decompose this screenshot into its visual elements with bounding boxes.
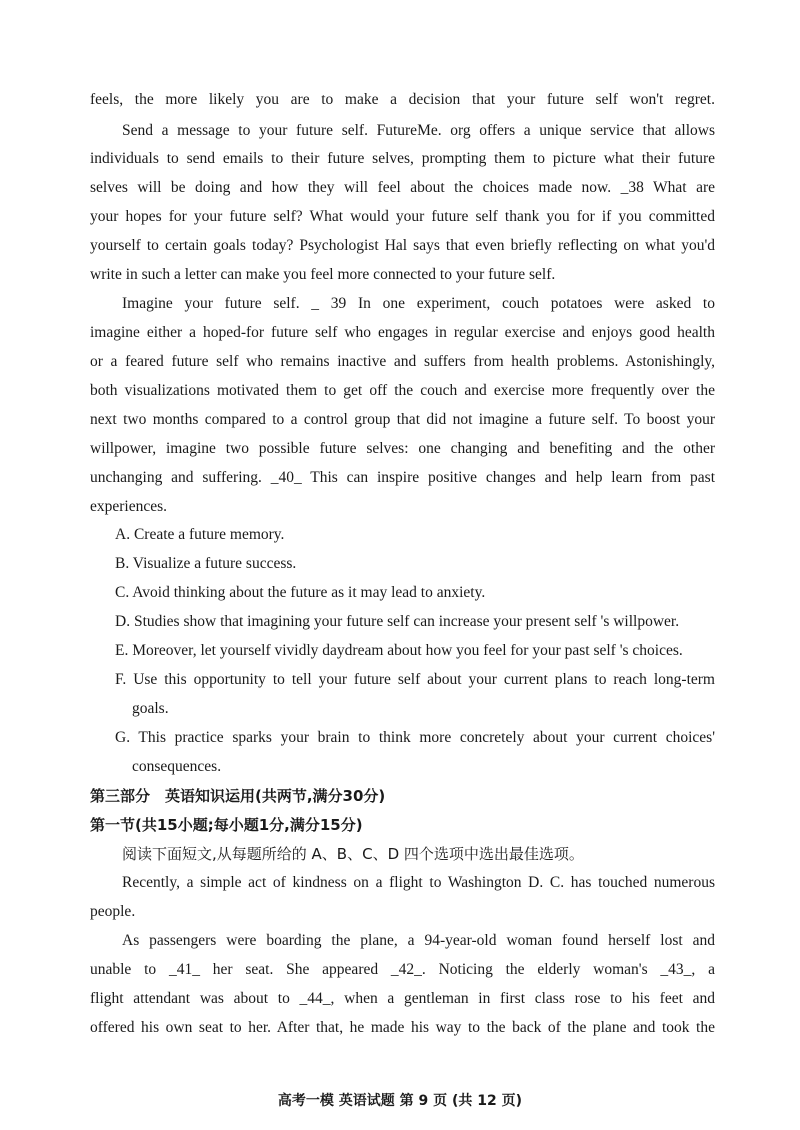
passage-line: flight attendant was about to _44_, when a gentleman in first class rose to his feet and: [90, 990, 715, 1007]
passage-line: yourself to certain goals today? Psychologist Hal says that even briefly reflecting on what you'd: [90, 237, 715, 254]
passage-line: write in such a letter can make you feel more connected to your future self.: [90, 266, 556, 283]
passage-line: unable to _41_ her seat. She appeared _42_. Noticing the elderly woman's _43_, a: [90, 961, 715, 978]
passage-line: individuals to send emails to their future selves, prompting them to picture what their future: [90, 150, 715, 167]
option-f: F. Use this opportunity to tell your future self about your current plans to reach long-term: [115, 671, 715, 688]
passage-line: people.: [90, 903, 136, 920]
passage-line: experiences.: [90, 498, 168, 515]
passage-line: next two months compared to a control group that did not imagine a future self. To boost your: [90, 411, 715, 428]
passage-line: or a feared future self who remains inactive and suffers from health problems. Astonishingly,: [90, 353, 715, 370]
passage-line: As passengers were boarding the plane, a 94-year-old woman found herself lost and: [122, 932, 715, 949]
passage-line: Recently, a simple act of kindness on a flight to Washington D. C. has touched numerous: [122, 874, 715, 891]
page-footer: 高考一模 英语试题 第 9 页 (共 12 页): [277, 1093, 523, 1109]
option-e: E. Moreover, let yourself vividly daydream about how you feel for your past self 's choices.: [115, 642, 683, 659]
passage-line: Imagine your future self. _ 39 In one experiment, couch potatoes were asked to: [122, 295, 715, 312]
option-f-cont: goals.: [132, 700, 169, 717]
passage-line: feels, the more likely you are to make a decision that your future self won't regret.: [90, 91, 715, 108]
part-heading: 第三部分 英语知识运用(共两节,满分30分): [90, 787, 386, 805]
option-a: A. Create a future memory.: [115, 526, 285, 543]
option-d: D. Studies show that imagining your future self can increase your present self 's willpower.: [115, 613, 680, 630]
passage-line: offered his own seat to her. After that, he made his way to the back of the plane and took the: [90, 1019, 715, 1036]
section-heading: 第一节(共15小题;每小题1分,满分15分): [90, 816, 363, 834]
passage-line: unchanging and suffering. _40_ This can inspire positive changes and help learn from past: [90, 469, 715, 486]
option-c: C. Avoid thinking about the future as it may lead to anxiety.: [115, 584, 486, 601]
passage-line: selves will be doing and how they will feel about the choices made now. _38 What are: [90, 179, 715, 196]
passage-line: willpower, imagine two possible future selves: one changing and benefiting and the other: [90, 440, 715, 457]
passage-line: Send a message to your future self. FutureMe. org offers a unique service that allows: [122, 122, 715, 139]
instruction: 阅读下面短文,从每题所给的 A、B、C、D 四个选项中选出最佳选项。: [122, 845, 584, 863]
passage-line: your hopes for your future self? What would your future self thank you for if you committed: [90, 208, 715, 225]
option-g-cont: consequences.: [132, 758, 222, 775]
option-b: B. Visualize a future success.: [115, 555, 297, 572]
passage-line: imagine either a hoped-for future self who engages in regular exercise and enjoys good health: [90, 324, 715, 341]
passage-line: both visualizations motivated them to get off the couch and exercise more frequently over the: [90, 382, 715, 399]
option-g: G. This practice sparks your brain to think more concretely about your current choices': [115, 729, 715, 746]
